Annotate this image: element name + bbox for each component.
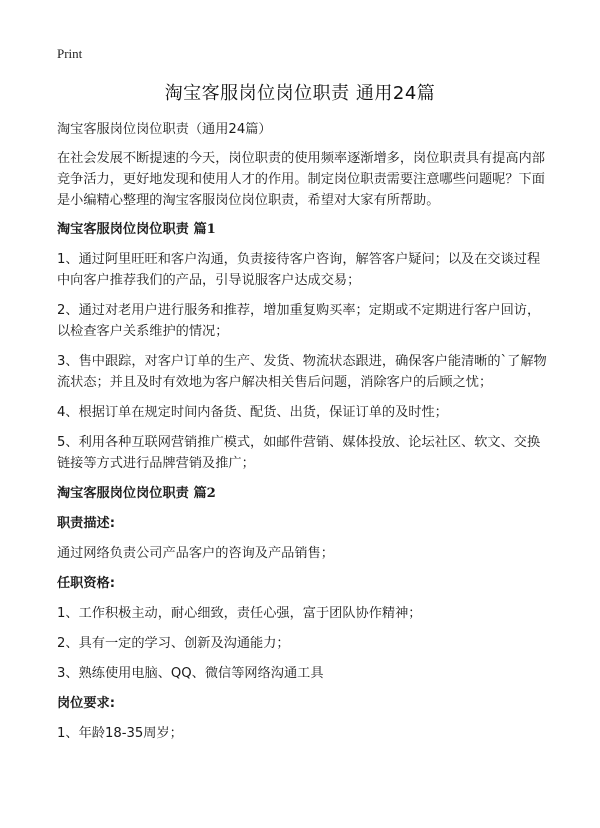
document-subtitle: 淘宝客服岗位岗位职责（通用24篇）	[57, 122, 272, 137]
list-item: 1、年龄18-35周岁；	[57, 726, 183, 741]
document-body	[57, 119, 548, 753]
qualification-label: 任职资格:	[57, 576, 116, 591]
list-item: 2、通过对老用户进行服务和推荐，增加重复购买率；定期或不定期进行客户回访，以检查客户关系维护的情况；	[57, 303, 541, 339]
list-item: 1、通过阿里旺旺和客户沟通，负责接待客户咨询，解答客户疑问；以及在交谈过程中向客户推荐我们的产品，引导说服客户达成交易；	[57, 252, 541, 288]
list-item: 1、工作积极主动，耐心细致，责任心强，富于团队协作精神；	[57, 606, 422, 621]
list-item: 5、利用各种互联网营销推广模式，如邮件营销、媒体投放、论坛社区、软文、交换链接等方式进行品牌营销及推广；	[57, 435, 541, 471]
section-heading-2: 淘宝客服岗位岗位职责 篇2	[57, 486, 216, 501]
duty-label: 职责描述:	[57, 516, 116, 531]
page-title: 淘宝客服岗位岗位职责 通用24篇	[164, 83, 436, 104]
print-link[interactable]: Print	[57, 46, 83, 61]
list-item: 2、具有一定的学习、创新及沟通能力；	[57, 636, 290, 651]
list-item: 3、熟练使用电脑、QQ、微信等网络沟通工具	[57, 666, 324, 681]
list-item: 3、售中跟踪，对客户订单的生产、发货、物流状态跟进，确保客户能清晰的`了解物流状态；并且及时有效地为客户解决相关售后问题，消除客户的后顾之忧；	[57, 354, 547, 390]
requirement-label: 岗位要求:	[57, 696, 116, 711]
section-heading-1: 淘宝客服岗位岗位职责 篇1	[57, 222, 216, 237]
duty-text: 通过网络负责公司产品客户的咨询及产品销售；	[57, 546, 334, 561]
list-item: 4、根据订单在规定时间内备货、配货、出货，保证订单的及时性；	[57, 405, 448, 420]
intro-paragraph: 在社会发展不断提速的今天，岗位职责的使用频率逐渐增多，岗位职责具有提高内部竞争活力，更好地发现和使用人才的作用。制定岗位职责需要注意哪些问题呢？下面是小编精心整理的淘宝客服岗位岗位职责，希望对大家有所帮助。	[57, 151, 545, 208]
